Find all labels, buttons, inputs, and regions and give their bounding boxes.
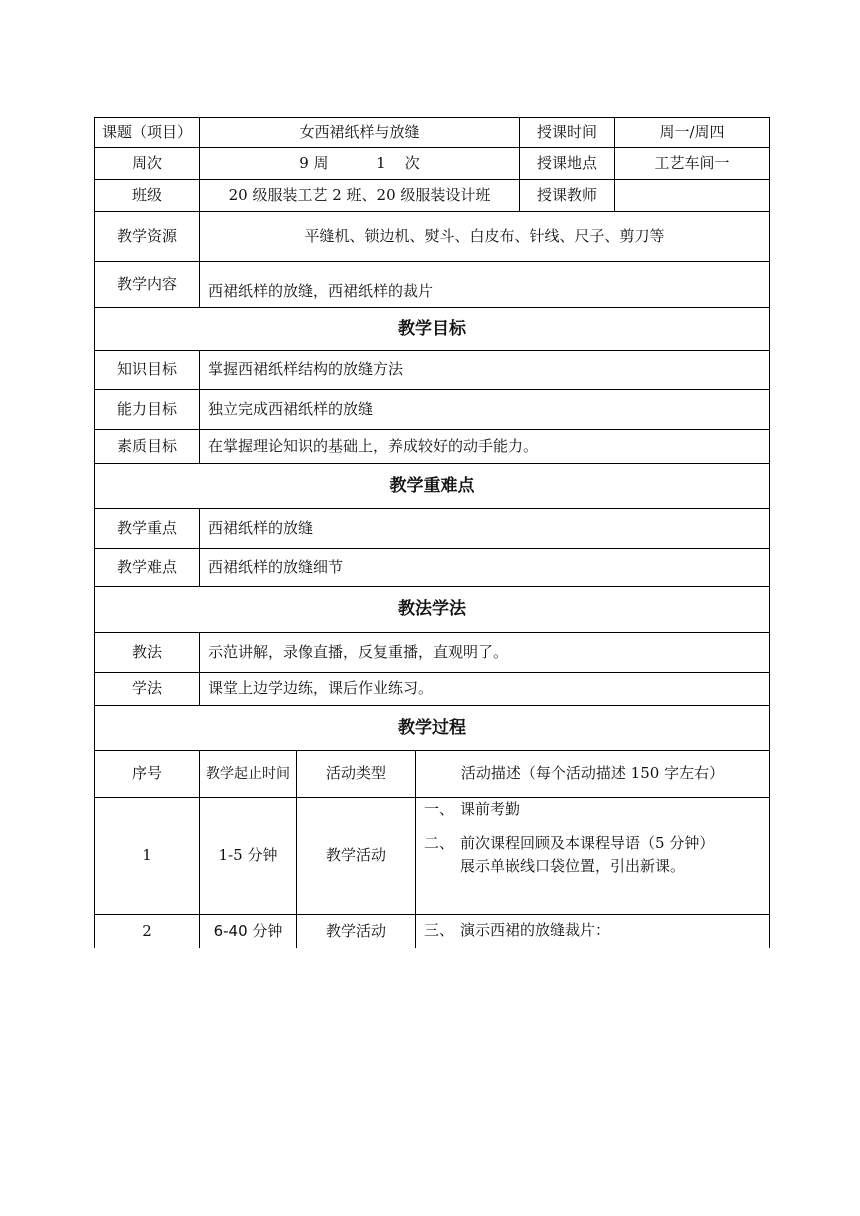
process-header-row <box>94 750 770 797</box>
keypoint-row <box>94 548 770 586</box>
teacher-label: 授课教师 <box>520 180 615 211</box>
week-value: 9 周 1 次 <box>200 148 520 179</box>
objective-row <box>94 350 770 389</box>
methods-title-row <box>94 586 770 632</box>
keypoint-label: 教学难点 <box>95 549 200 586</box>
step-item <box>424 834 761 854</box>
objectives-title-row <box>94 307 770 350</box>
method-label: 教法 <box>95 633 200 672</box>
resource-row <box>94 211 770 261</box>
step-text: 演示西裙的放缝裁片： <box>460 921 611 939</box>
process-row <box>94 797 770 914</box>
step-text: 前次课程回顾及本课程导语（5 分钟） <box>460 833 715 852</box>
keypoints-title: 教学重难点 <box>389 475 475 496</box>
objective-row <box>94 429 770 463</box>
time-value: 周一/周四 <box>659 122 725 141</box>
objective-label: 能力目标 <box>95 390 200 429</box>
step-number: 二、 <box>424 833 455 852</box>
objective-value: 独立完成西裙纸样的放缝 <box>208 399 374 418</box>
class-label: 班级 <box>95 180 200 211</box>
content-value: 西裙纸样的放缝，西裙纸样的裁片 <box>208 281 434 300</box>
methods-title: 教法学法 <box>398 599 466 620</box>
objective-value: 掌握西裙纸样结构的放缝方法 <box>208 360 404 379</box>
col-header-desc: 活动描述（每个活动描述 150 字左右） <box>460 764 725 783</box>
keypoint-label: 教学重点 <box>95 509 200 548</box>
col-header-type: 活动类型 <box>297 751 416 797</box>
teacher-value <box>615 180 769 211</box>
place-label: 授课地点 <box>520 148 615 179</box>
class-row <box>94 179 770 211</box>
place-value: 工艺车间一 <box>654 153 730 172</box>
content-label: 教学内容 <box>95 262 200 307</box>
objective-row <box>94 389 770 429</box>
step-extra: 展示单嵌线口袋位置，引出新课。 <box>460 857 686 875</box>
process-title-row <box>94 705 770 750</box>
objectives-title: 教学目标 <box>398 318 466 339</box>
method-row <box>94 672 770 705</box>
method-row <box>94 632 770 672</box>
class-value: 20 级服装工艺 2 班、20 级服装设计班 <box>200 180 520 211</box>
objective-label: 知识目标 <box>95 351 200 389</box>
process-title: 教学过程 <box>398 717 466 738</box>
method-value: 课堂上边学边练，课后作业练习。 <box>208 679 434 698</box>
objective-value: 在掌握理论知识的基础上，养成较好的动手能力。 <box>208 436 539 455</box>
keypoint-value: 西裙纸样的放缝 <box>208 518 314 537</box>
method-label: 学法 <box>95 673 200 705</box>
row-type: 教学活动 <box>297 798 416 914</box>
step-number: 三、 <box>424 921 455 939</box>
lesson-plan-table <box>94 117 770 948</box>
keypoint-row <box>94 508 770 548</box>
resource-value: 平缝机、锁边机、熨斗、白皮布、针线、尺子、剪刀等 <box>304 226 665 245</box>
resource-label: 教学资源 <box>95 212 200 261</box>
topic-row <box>94 117 770 147</box>
row-no: 2 <box>95 915 200 948</box>
keypoints-title-row <box>94 463 770 508</box>
content-row <box>94 261 770 307</box>
week-row <box>94 147 770 179</box>
objective-label: 素质目标 <box>95 430 200 463</box>
topic-value: 女西裙纸样与放缝 <box>200 118 520 147</box>
process-row <box>94 914 770 948</box>
keypoint-value: 西裙纸样的放缝细节 <box>208 557 344 576</box>
row-no: 1 <box>95 798 200 914</box>
col-header-no: 序号 <box>95 751 200 797</box>
row-desc <box>416 915 769 948</box>
row-type: 教学活动 <box>297 915 416 948</box>
step-item <box>424 800 761 820</box>
method-value: 示范讲解，录像直播，反复重播，直观明了。 <box>208 642 509 661</box>
week-label: 周次 <box>95 148 200 179</box>
time-label: 授课时间 <box>520 118 615 147</box>
topic-label: 课题（项目） <box>95 118 200 147</box>
step-text: 课前考勤 <box>460 800 521 818</box>
col-header-time: 教学起止时间 <box>200 751 297 797</box>
step-number: 一、 <box>424 800 455 818</box>
row-desc <box>416 798 769 914</box>
row-time: 1-5 分钟 <box>200 798 297 914</box>
row-time: 6-40 分钟 <box>200 915 297 948</box>
step-item <box>424 921 761 941</box>
